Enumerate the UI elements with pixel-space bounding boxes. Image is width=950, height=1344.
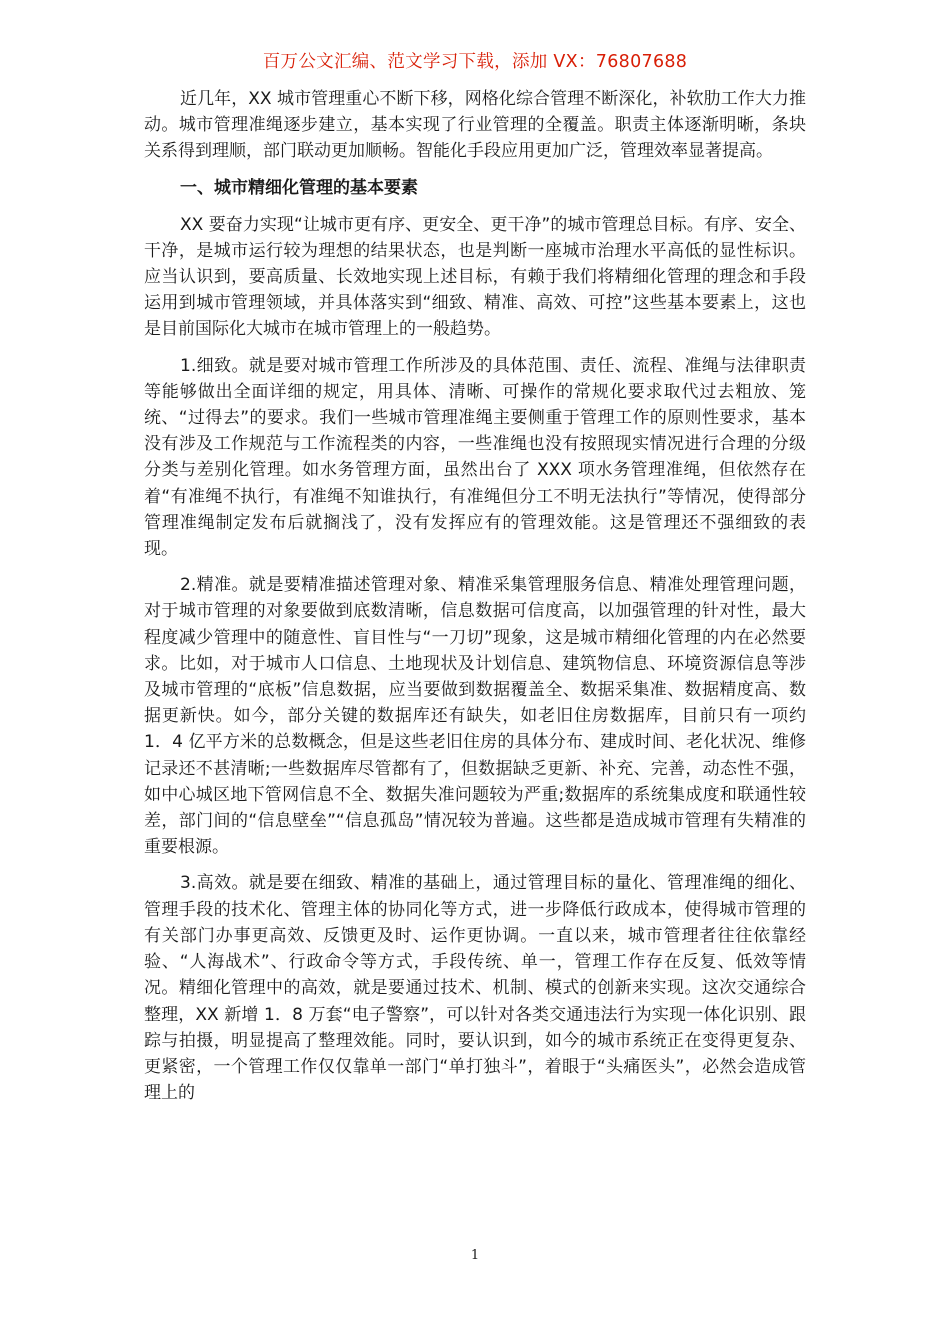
efficient-paragraph: 3.高效。就是要在细致、精准的基础上，通过管理目标的量化、管理准绳的细化、管理手段的技术化、管理主体的协同化等方式，进一步降低行政成本，使得城市管理的有关部门办事更高效、反馈更及时、运作更协调。一直以来，城市管理者往往依靠经验、“人海战术”、行政命令等方式，手段传统、单一，管理工作存在反复、低效等情况。精细化管理中的高效，就是要通过技术、机制、模式的创新来实现。这次交通综合整理，XX 新增 1．8 万套“电子警察”，可以针对各类交通违法行为实现一体化识别、跟踪与拍摄，明显提高了整理效能。同时，要认识到，如今的城市系统正在变得更复杂、更紧密，一个管理工作仅仅靠单一部门“单打独斗”，着眼于“头痛医头”，必然会造成管理上的	[144, 873, 806, 1104]
detail-paragraph: 1.细致。就是要对城市管理工作所涉及的具体范围、责任、流程、准绳与法律职责等能够做出全面详细的规定，用具体、清晰、可操作的常规化要求取代过去粗放、笼统、“过得去”的要求。我们一些城市管理准绳主要侧重于管理工作的原则性要求，基本没有涉及工作规范与工作流程类的内容，一些准绳也没有按照现实情况进行合理的分级分类与差别化管理。如水务管理方面，虽然出台了 XXX 项水务管理准绳，但依然存在着“有准绳不执行，有准绳不知谁执行，有准绳但分工不明无法执行”等情况，使得部分管理准绳制定发布后就搁浅了，没有发挥应有的管理效能。这是管理还不强细致的表现。	[144, 355, 806, 560]
precise-paragraph: 2.精准。就是要精准描述管理对象、精准采集管理服务信息、精准处理管理问题，对于城市管理的对象要做到底数清晰，信息数据可信度高，以加强管理的针对性，最大程度减少管理中的随意性、盲目性与“一刀切”现象，这是城市精细化管理的内在必然要求。比如，对于城市人口信息、土地现状及计划信息、建筑物信息、环境资源信息等涉及城市管理的“底板”信息数据，应当要做到数据覆盖全、数据采集准、数据精度高、数据更新快。如今，部分关键的数据库还有缺失，如老旧住房数据库，目前只有一项约 1．4 亿平方米的总数概念，但是这些老旧住房的具体分布、建成时间、老化状况、维修记录还不甚清晰;一些数据库尽管都有了，但数据缺乏更新、补充、完善，动态性不强，如中心城区地下管网信息不全、数据失准问题较为严重;数据库的系统集成度和联通性较差，部门间的“信息壁垒”“信息孤岛”情况较为普遍。这些都是造成城市管理有失精准的重要根源。	[144, 575, 806, 858]
goal-paragraph: XX 要奋力实现“让城市更有序、更安全、更干净”的城市管理总目标。有序、安全、干净，是城市运行较为理想的结果状态，也是判断一座城市治理水平高低的显性标识。应当认识到，要高质量、长效地实现上述目标，有赖于我们将精细化管理的理念和手段运用到城市管理领域，并具体落实到“细致、精准、高效、可控”这些基本要素上，这也是目前国际化大城市在城市管理上的一般趋势。	[144, 214, 806, 340]
document-body	[144, 86, 806, 1116]
intro-paragraph: 近几年，XX 城市管理重心不断下移，网格化综合管理不断深化，补软肋工作大力推动。城市管理准绳逐步建立，基本实现了行业管理的全覆盖。职责主体逐渐明晰，条块关系得到理顺，部门联动更加顺畅。智能化手段应用更加广泛，管理效率显著提高。	[144, 89, 806, 162]
section-heading: 一、城市精细化管理的基本要素	[180, 177, 418, 198]
page-number: 1	[470, 1248, 480, 1263]
header-banner: 百万公文汇编、范文学习下载，添加 VX：76807688	[262, 52, 688, 72]
